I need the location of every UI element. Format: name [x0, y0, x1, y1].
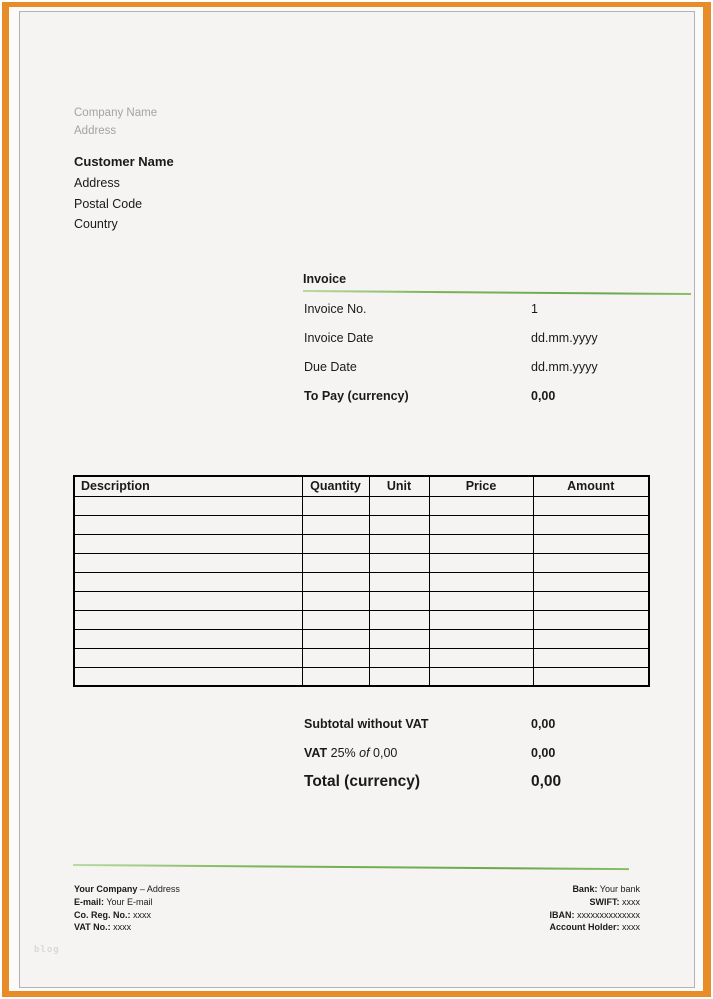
table-cell: [369, 572, 429, 591]
table-cell: [429, 534, 533, 553]
table-header-row: [74, 476, 649, 496]
table-cell: [533, 591, 649, 610]
table-cell: [429, 553, 533, 572]
footer-company-line: Your Company – Address: [74, 884, 180, 894]
due-date-label: Due Date: [304, 360, 357, 374]
table-row: [74, 629, 649, 648]
table-cell: [302, 572, 369, 591]
table-row: [74, 534, 649, 553]
customer-name: Customer Name: [74, 154, 174, 169]
table-row: [74, 496, 649, 515]
table-cell: [302, 648, 369, 667]
table-cell: [302, 496, 369, 515]
invoice-no-label: Invoice No.: [304, 302, 367, 316]
table-row: [74, 515, 649, 534]
invoice-date-label: Invoice Date: [304, 331, 374, 345]
table-cell: [74, 496, 302, 515]
table-cell: [533, 610, 649, 629]
table-cell: [533, 534, 649, 553]
line-items-table: [73, 475, 650, 687]
invoice-no-value: 1: [531, 302, 538, 316]
table-row: [74, 553, 649, 572]
invoice-date-value: dd.mm.yyyy: [531, 331, 598, 345]
table-cell: [533, 515, 649, 534]
table-cell: [74, 667, 302, 686]
to-pay-value: 0,00: [531, 389, 556, 403]
table-row: [74, 591, 649, 610]
col-header-price: Price: [429, 476, 533, 496]
table-cell: [302, 667, 369, 686]
table-cell: [369, 629, 429, 648]
col-header-amount: Amount: [533, 476, 649, 496]
table-cell: [429, 610, 533, 629]
customer-address: Address: [74, 176, 120, 190]
to-pay-label: To Pay (currency): [304, 389, 409, 403]
table-row: [74, 667, 649, 686]
vat-line: [304, 746, 397, 760]
table-cell: [74, 610, 302, 629]
table-cell: [429, 591, 533, 610]
table-cell: [302, 515, 369, 534]
customer-postal-code: Postal Code: [74, 196, 143, 211]
footer-email-line: E-mail: Your E-mail: [74, 896, 153, 907]
footer-company-block: [74, 883, 180, 934]
due-date-value: dd.mm.yyyy: [531, 360, 598, 374]
table-cell: [369, 591, 429, 610]
footer-accountholder-line: Account Holder: xxxx: [549, 922, 640, 933]
total-label: Total (currency): [304, 773, 420, 790]
table-cell: [74, 515, 302, 534]
vat-of-word: of: [359, 746, 370, 760]
table-cell: [533, 667, 649, 686]
table-cell: [429, 515, 533, 534]
table-cell: [533, 572, 649, 591]
footer-bank-line: Bank: Your bank: [572, 884, 640, 894]
invoice-heading: Invoice: [303, 272, 347, 286]
table-cell: [74, 572, 302, 591]
table-cell: [429, 629, 533, 648]
table-cell: [369, 667, 429, 686]
table-cell: [533, 629, 649, 648]
recipient-block: [74, 151, 174, 235]
blog-watermark: blog: [34, 945, 60, 955]
table-cell: [302, 610, 369, 629]
table-cell: [369, 648, 429, 667]
subtotal-value: 0,00: [531, 717, 556, 731]
table-cell: [302, 553, 369, 572]
table-cell: [369, 515, 429, 534]
footer-bank-block: [549, 883, 640, 934]
vat-rate: 25%: [327, 746, 360, 760]
sender-address: Address: [74, 125, 117, 137]
vat-base: 0,00: [369, 746, 398, 760]
col-header-quantity: Quantity: [302, 476, 369, 496]
table-cell: [74, 534, 302, 553]
table-cell: [369, 496, 429, 515]
footer-swift-line: SWIFT: xxxx: [589, 896, 640, 907]
table-cell: [533, 553, 649, 572]
footer-coreg-line: Co. Reg. No.: xxxx: [74, 909, 152, 920]
table-row: [74, 610, 649, 629]
table-cell: [429, 648, 533, 667]
sender-block: [74, 104, 157, 140]
table-cell: [74, 629, 302, 648]
table-cell: [74, 553, 302, 572]
table-cell: [369, 553, 429, 572]
col-header-description: Description: [74, 476, 302, 496]
table-cell: [533, 648, 649, 667]
table-cell: [533, 496, 649, 515]
table-cell: [302, 591, 369, 610]
subtotal-label: Subtotal without VAT: [304, 717, 429, 731]
sender-company-name: Company Name: [74, 107, 158, 119]
table-row: [74, 648, 649, 667]
table-cell: [302, 534, 369, 553]
table-cell: [302, 629, 369, 648]
vat-value: 0,00: [531, 746, 556, 760]
table-cell: [74, 591, 302, 610]
table-cell: [369, 610, 429, 629]
footer-iban-line: IBAN: xxxxxxxxxxxxxx: [549, 909, 640, 920]
customer-country: Country: [74, 217, 118, 231]
table-cell: [429, 496, 533, 515]
table-cell: [429, 667, 533, 686]
vat-prefix: VAT: [304, 746, 328, 760]
table-row: [74, 572, 649, 591]
total-value: 0,00: [531, 773, 562, 790]
table-cell: [369, 534, 429, 553]
table-cell: [74, 648, 302, 667]
col-header-unit: Unit: [369, 476, 429, 496]
table-cell: [429, 572, 533, 591]
footer-vatno-line: VAT No.: xxxx: [74, 922, 132, 933]
